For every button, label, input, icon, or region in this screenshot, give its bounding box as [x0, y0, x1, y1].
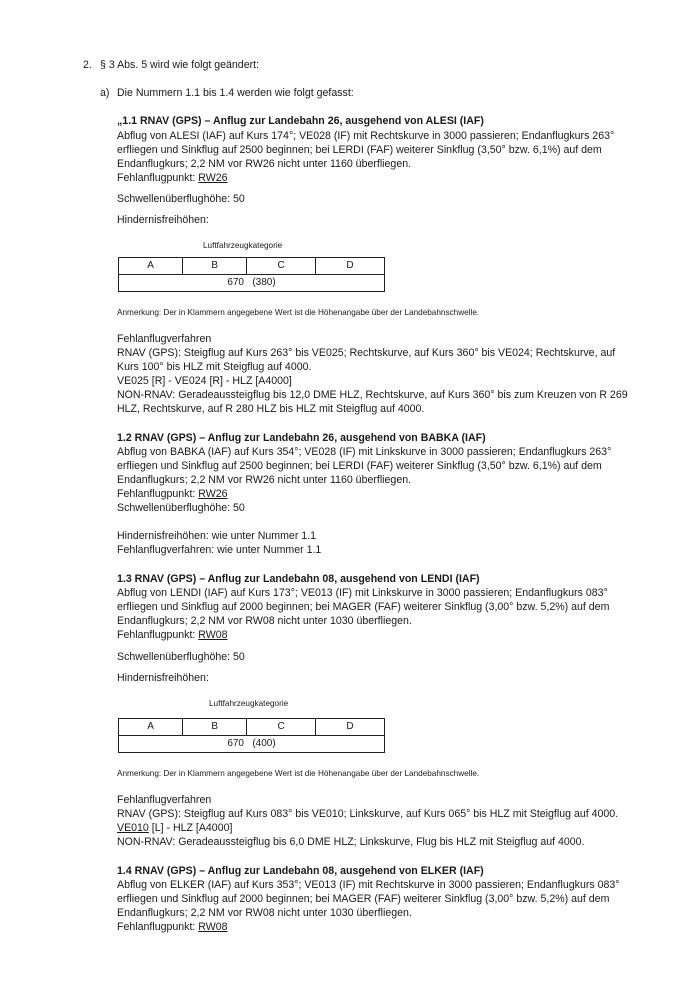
threshold-height: Schwellenüberflughöhe: 50 [117, 651, 245, 663]
table-cell: D [316, 258, 385, 275]
missed-approach-point [117, 920, 228, 935]
body-line: Abflug von BABKA (IAF) auf Kurs 354°; VE028 (IF) mit Linkskurve in 3000 passieren; Endanflugkurs 263° [117, 446, 612, 458]
body-line: erfliegen und Sinkflug auf 2000 beginnen; bei MAGER (FAF) weiterer Sinkflug (3,00° bzw. 5,2%) auf dem [117, 893, 610, 905]
table-cell: A [119, 258, 183, 275]
item-a-number: a) [100, 87, 110, 99]
body-line: erfliegen und Sinkflug auf 2500 beginnen; bei LERDI (FAF) weiterer Sinkflug (3,50° bzw. 6,1%) auf dem [117, 460, 602, 472]
label: Fehlanflugpunkt: [117, 629, 199, 641]
runway-value: RW08 [198, 629, 228, 641]
section-title: 1.3 RNAV (GPS) – Anflug zur Landebahn 08, ausgehend von LENDI (IAF) [117, 573, 480, 585]
waypoint: VE010 [117, 822, 149, 834]
item-2-number: 2. [83, 59, 92, 71]
body-line: VE025 [R] - VE024 [R] - HLZ [A4000] [117, 375, 292, 387]
body-line: HLZ, Rechtskurve, auf R 280 HLZ bis HLZ mit Steigflug auf 4000. [117, 403, 425, 415]
label: Fehlanflugpunkt: [117, 172, 199, 184]
item-2-text: § 3 Abs. 5 wird wie folgt geändert: [100, 59, 259, 71]
runway-value: RW26 [198, 172, 228, 184]
table-cell: A [119, 719, 183, 736]
body-line: Endanflugkurs; 2,2 NM vor RW26 nicht unter 1160 überfliegen. [117, 158, 412, 170]
table-title: Luftfahrzeugkategorie [209, 699, 289, 708]
table-cell: C [247, 719, 316, 736]
section-title: „1.1 RNAV (GPS) – Anflug zur Landebahn 26, ausgehend von ALESI (IAF) [117, 115, 484, 127]
body-line [117, 821, 232, 836]
body-line: Kurs 100° bis HLZ mit Steigflug auf 4000. [117, 361, 312, 373]
table-cell: B [183, 258, 247, 275]
body-line: Endanflugkurs; 2,2 NM vor RW26 nicht unter 1160 überfliegen. [117, 474, 412, 486]
body-line: erfliegen und Sinkflug auf 2000 beginnen; bei MAGER (FAF) weiterer Sinkflug (3,00° bzw. 5,2%) auf dem [117, 601, 610, 613]
body-line: RNAV (GPS): Steigflug auf Kurs 263° bis VE025; Rechtskurve, auf Kurs 360° bis VE024; Rechtskurve, auf [117, 347, 616, 359]
item-a-text: Die Nummern 1.1 bis 1.4 werden wie folgt gefasst: [117, 87, 354, 99]
missed-approach-point [117, 487, 228, 502]
body-line: Endanflugkurs; 2,2 NM vor RW08 nicht unter 1030 überfliegen. [117, 907, 412, 919]
body-line: Abflug von ELKER (IAF) auf Kurs 353°; VE013 (IF) mit Rechtskurve in 3000 passieren; Endanflugkurs 083° [117, 879, 620, 891]
obstacle-clearance-label: Hindernisfreihöhen: [117, 214, 209, 226]
table-row [119, 275, 385, 292]
note: Anmerkung: Der in Klammern angegebene Wert ist die Höhenangabe über der Landebahnschwelle. [117, 308, 480, 317]
route-text: [L] - HLZ [A4000] [148, 822, 233, 834]
obstacle-clearance-label: Hindernisfreihöhen: [117, 672, 209, 684]
table-cell: B [183, 719, 247, 736]
label: Fehlanflugpunkt: [117, 488, 199, 500]
body-line: Abflug von ALESI (IAF) auf Kurs 174°; VE028 (IF) mit Rechtskurve in 3000 passieren; Endanflugkurs 263° [117, 130, 615, 142]
table-cell: 670 (400) [119, 736, 385, 753]
runway-value: RW26 [198, 488, 228, 500]
table-row [119, 736, 385, 753]
label: Fehlanflugpunkt: [117, 921, 199, 933]
missed-approach-point [117, 628, 228, 643]
table-header-row [119, 719, 385, 736]
body-line: erfliegen und Sinkflug auf 2500 beginnen; bei LERDI (FAF) weiterer Sinkflug (3,50° bzw. 6,1%) auf dem [117, 144, 602, 156]
missed-approach-title: Fehlanflugverfahren [117, 333, 212, 345]
table-cell: C [247, 258, 316, 275]
table-cell: D [316, 719, 385, 736]
table-title: Luftfahrzeugkategorie [203, 241, 283, 250]
obstacle-clearance: Hindernisfreihöhen: wie unter Nummer 1.1 [117, 530, 317, 542]
note: Anmerkung: Der in Klammern angegebene Wert ist die Höhenangabe über der Landebahnschwelle. [117, 769, 480, 778]
threshold-height: Schwellenüberflughöhe: 50 [117, 502, 245, 514]
missed-approach-point [117, 171, 228, 186]
threshold-height: Schwellenüberflughöhe: 50 [117, 193, 245, 205]
runway-value: RW08 [198, 921, 228, 933]
missed-approach-title: Fehlanflugverfahren [117, 794, 212, 806]
section-title: 1.2 RNAV (GPS) – Anflug zur Landebahn 26, ausgehend von BABKA (IAF) [117, 432, 486, 444]
aircraft-category-table [118, 718, 385, 753]
body-line: NON-RNAV: Geradeaussteigflug bis 6,0 DME HLZ; Linkskurve, Flug bis HLZ mit Steigflug auf 4000. [117, 836, 585, 848]
body-line: NON-RNAV: Geradeaussteigflug bis 12,0 DME HLZ, Rechtskurve, auf Kurs 360° bis zum Kreuzen von R 269 [117, 389, 628, 401]
missed-approach-procedure: Fehlanflugverfahren: wie unter Nummer 1.1 [117, 544, 322, 556]
table-header-row [119, 258, 385, 275]
aircraft-category-table [118, 257, 385, 292]
table-cell: 670 (380) [119, 275, 385, 292]
body-line: Abflug von LENDI (IAF) auf Kurs 173°; VE013 (IF) mit Linkskurve in 3000 passieren; Endanflugkurs 083° [117, 587, 608, 599]
body-line: RNAV (GPS): Steigflug auf Kurs 083° bis VE010; Linkskurve, auf Kurs 065° bis HLZ mit Steigflug auf 4000. [117, 808, 619, 820]
body-line: Endanflugkurs; 2,2 NM vor RW08 nicht unter 1030 überfliegen. [117, 615, 412, 627]
section-title: 1.4 RNAV (GPS) – Anflug zur Landebahn 08, ausgehend von ELKER (IAF) [117, 865, 484, 877]
